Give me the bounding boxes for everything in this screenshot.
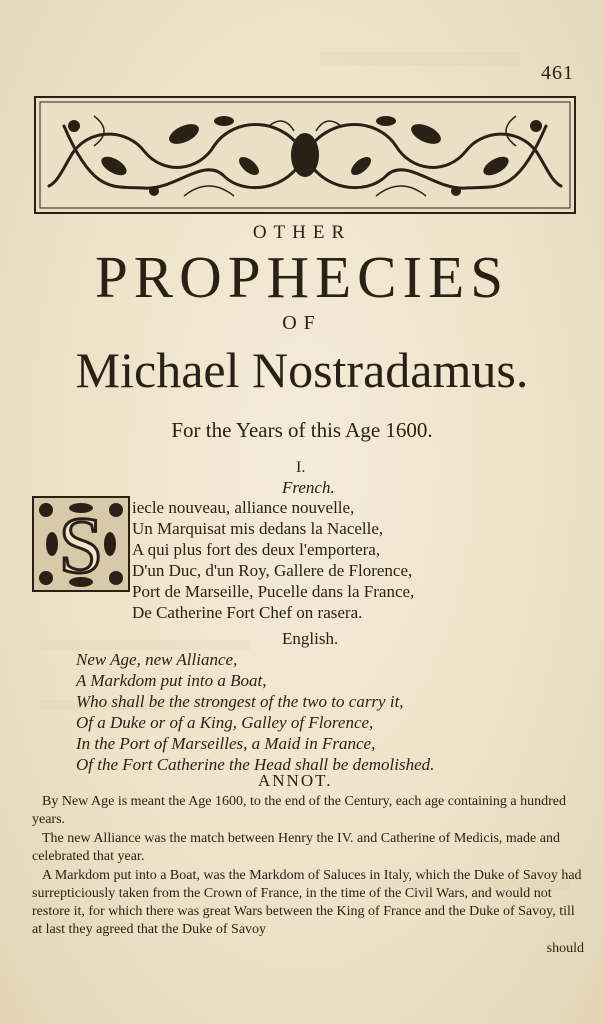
svg-text:S: S bbox=[58, 502, 104, 590]
catchword: should bbox=[546, 941, 584, 956]
note-paragraph: A Markdom put into a Boat, was the Markdom of Saluces in Italy, which the Duke of Savoy had surrepticiously taken from the Crown of France, in the time of the Civil Wars, and would not restore it, for which there was great Wars between the King of France and the Duke of Savoy, till at last they agreed that the Duke of Savoy bbox=[32, 868, 582, 937]
subtitle: For the Years of this Age 1600. bbox=[171, 418, 433, 442]
note-paragraph: By New Age is meant the Age 1600, to the end of the Century, each age containing a hundred years. bbox=[32, 794, 566, 827]
heading-prophecies: PROPHECIES bbox=[94, 244, 510, 310]
english-line: New Age, new Alliance, bbox=[76, 650, 238, 669]
french-line: iecle nouveau, alliance nouvelle, bbox=[132, 498, 355, 517]
english-line: Of a Duke or of a King, Galley of Florence, bbox=[76, 713, 374, 732]
french-line: A qui plus fort des deux l'emportera, bbox=[132, 540, 381, 559]
annot-heading: ANNOT. bbox=[258, 771, 333, 790]
french-heading: French. bbox=[282, 478, 335, 497]
heading-of: OF bbox=[282, 312, 322, 334]
english-heading: English. bbox=[282, 629, 339, 648]
page-number: 461 bbox=[541, 62, 574, 84]
french-line: De Catherine Fort Chef on rasera. bbox=[132, 603, 363, 622]
french-line: Port de Marseille, Pucelle dans la France, bbox=[132, 582, 415, 601]
english-line: A Markdom put into a Boat, bbox=[76, 671, 267, 690]
heading-other: OTHER bbox=[252, 222, 352, 243]
english-line: Of the Fort Catherine the Head shall be demolished. bbox=[76, 755, 435, 774]
english-line: Who shall be the strongest of the two to carry it, bbox=[76, 692, 404, 711]
note-paragraph: The new Alliance was the match between Henry the IV. and Catherine of Medicis, made and celebrated that year. bbox=[32, 831, 560, 864]
decorated-initial-s-icon bbox=[32, 496, 130, 592]
heading-author: Michael Nostradamus. bbox=[75, 342, 529, 398]
french-line: Un Marquisat mis dedans la Nacelle, bbox=[132, 519, 384, 538]
english-line: In the Port of Marseilles, a Maid in France, bbox=[76, 734, 376, 753]
section-number: I. bbox=[296, 459, 306, 476]
french-line: D'un Duc, d'un Roy, Gallere de Florence, bbox=[132, 561, 413, 580]
headpiece-ornament bbox=[34, 96, 576, 214]
